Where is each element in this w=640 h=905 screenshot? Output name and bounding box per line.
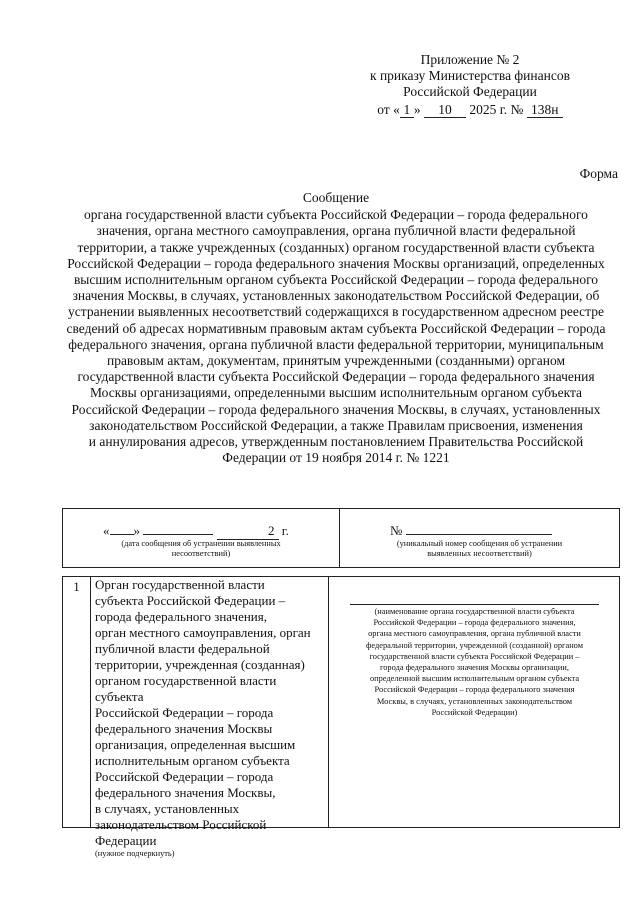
heading-line: федерального значения, органа публичной власти федеральной территории, муниципальным	[68, 336, 604, 352]
heading-line: территории, а также учрежденных (созданных) органом государственной власти субъекта	[77, 239, 595, 255]
caption-line: Российской Федерации – города федерального значения	[374, 685, 575, 695]
caption-line: Российской Федерации)	[431, 707, 518, 717]
heading-line: правовым актам, документам, принятым учрежденными (созданными) органом	[106, 353, 566, 369]
heading-line: высшим исполнительным органом субъекта Российской Федерации – города федерального	[73, 272, 599, 288]
heading-line: сведений об адресах нормативным правовым актам субъекта Российской Федерации – города	[66, 320, 606, 336]
authority-line: города федерального значения,	[95, 609, 267, 624]
heading-line: Федерации от 19 ноября 2014 г. № 1221	[222, 450, 450, 466]
number-caption-line: выявленных несоответствий)	[427, 549, 532, 558]
appendix-ministry-line: Российской Федерации	[403, 84, 537, 99]
caption-line: органа местного самоуправления, органа публичной власти	[368, 629, 581, 639]
number-caption	[340, 539, 619, 559]
date-caption	[63, 539, 339, 559]
message-title: Сообщение	[302, 190, 370, 205]
date-close-quote: »	[133, 523, 140, 538]
date-year: 2	[217, 523, 279, 540]
authority-line: орган местного самоуправления, орган	[95, 625, 311, 640]
authority-line: законодательством Российской	[95, 817, 267, 832]
appendix-year: 2025 г. №	[469, 102, 524, 117]
caption-line: города федерального значения Москвы организации,	[380, 663, 569, 673]
date-prefix: от «	[377, 102, 400, 117]
authority-line: исполнительным органом субъекта	[95, 753, 290, 768]
authority-name-line[interactable]	[350, 604, 599, 605]
message-heading	[50, 190, 622, 466]
heading-line: Российской Федерации – города федерального значения Москвы организаций, определенных	[67, 255, 605, 271]
date-year-suffix: г.	[281, 523, 289, 538]
date-close-quote: »	[413, 102, 421, 117]
authority-line: Орган государственной власти	[95, 577, 265, 592]
appendix-date-line	[340, 102, 600, 118]
caption-line: определенной высшим исполнительным органом субъекта	[369, 674, 580, 684]
date-caption-line: несоответствий)	[171, 549, 231, 558]
date-number-table	[62, 508, 620, 568]
heading-line: устранении выявленных несоответствий содержащихся в государственном адресном реестре	[68, 304, 604, 320]
heading-line: Москвы организациями, определенными высшим исполнительным органом субъекта	[89, 385, 583, 401]
date-cell	[63, 509, 340, 567]
authority-line: федерального значения Москвы	[95, 721, 273, 736]
authority-line: Федерации	[95, 833, 157, 848]
authority-line: федерального значения Москвы,	[95, 785, 276, 800]
authority-line: в случаях, установленных	[95, 801, 240, 816]
heading-line: органа государственной власти субъекта Российской Федерации – города федерального	[84, 207, 588, 223]
caption-line: (наименование органа государственной власти субъекта	[374, 607, 575, 616]
date-month-blank[interactable]	[143, 523, 213, 535]
heading-line: Российской Федерации – города федерального значения Москвы, в случаях, установленных	[71, 401, 601, 417]
authority-line: Российской Федерации – города	[95, 705, 274, 720]
caption-line: государственной власти субъекта Российской Федерации –	[369, 651, 580, 661]
form-label: Форма	[579, 166, 618, 181]
appendix-day: 1	[400, 103, 414, 118]
authority-name-caption	[340, 606, 609, 718]
number-cell	[340, 509, 619, 567]
appendix-block	[340, 52, 600, 118]
caption-line: Российской Федерации – города федерального значения,	[373, 618, 576, 628]
appendix-order-line: к приказу Министерства финансов	[370, 68, 570, 83]
authority-table	[62, 576, 620, 858]
date-caption-line: (дата сообщения об устранении выявленных	[121, 539, 281, 548]
authority-line: организация, определенная высшим	[95, 737, 296, 752]
authority-line: территории, учрежденная (созданная)	[95, 657, 305, 672]
underline-note: (нужное подчеркнуть)	[95, 849, 175, 858]
number-sign: №	[390, 523, 403, 538]
appendix-title: Приложение № 2	[420, 52, 520, 67]
heading-line: законодательством Российской Федерации, а также Правилам присвоения, изменения	[89, 417, 583, 433]
authority-name-cell[interactable]	[330, 577, 619, 827]
authority-label-cell	[92, 577, 329, 858]
authority-line: Российской Федерации – города	[95, 769, 274, 784]
heading-line: значения, органа местного самоуправления, органа публичной власти федеральной	[96, 223, 576, 239]
appendix-number: 138н	[527, 103, 563, 118]
row-number: 1	[63, 577, 91, 827]
date-open-quote: «	[103, 523, 110, 538]
heading-line: и аннулирования адресов, утвержденным постановлением Правительства Российской	[88, 434, 584, 450]
caption-line: Москвы, в случаях, установленных законодательством	[376, 696, 573, 706]
date-day-blank[interactable]	[110, 523, 134, 535]
authority-line: органом государственной власти субъекта	[95, 673, 277, 704]
number-caption-line: (уникальный номер сообщения об устранении	[396, 539, 563, 548]
number-blank[interactable]	[406, 523, 552, 535]
authority-line: субъекта Российской Федерации –	[95, 593, 286, 608]
authority-line: публичной власти федеральной	[95, 641, 270, 656]
heading-line: государственной власти субъекта Российской Федерации – города федерального значения	[77, 369, 595, 385]
appendix-month: 10	[424, 103, 466, 118]
caption-line: федеральной территории, учрежденной (созданной) органом	[365, 640, 584, 650]
number-field[interactable]	[390, 523, 552, 539]
heading-line: значения Москвы, в случаях, установленных законодательством Российской Федерации, об	[72, 288, 600, 304]
date-field[interactable]	[103, 523, 289, 540]
